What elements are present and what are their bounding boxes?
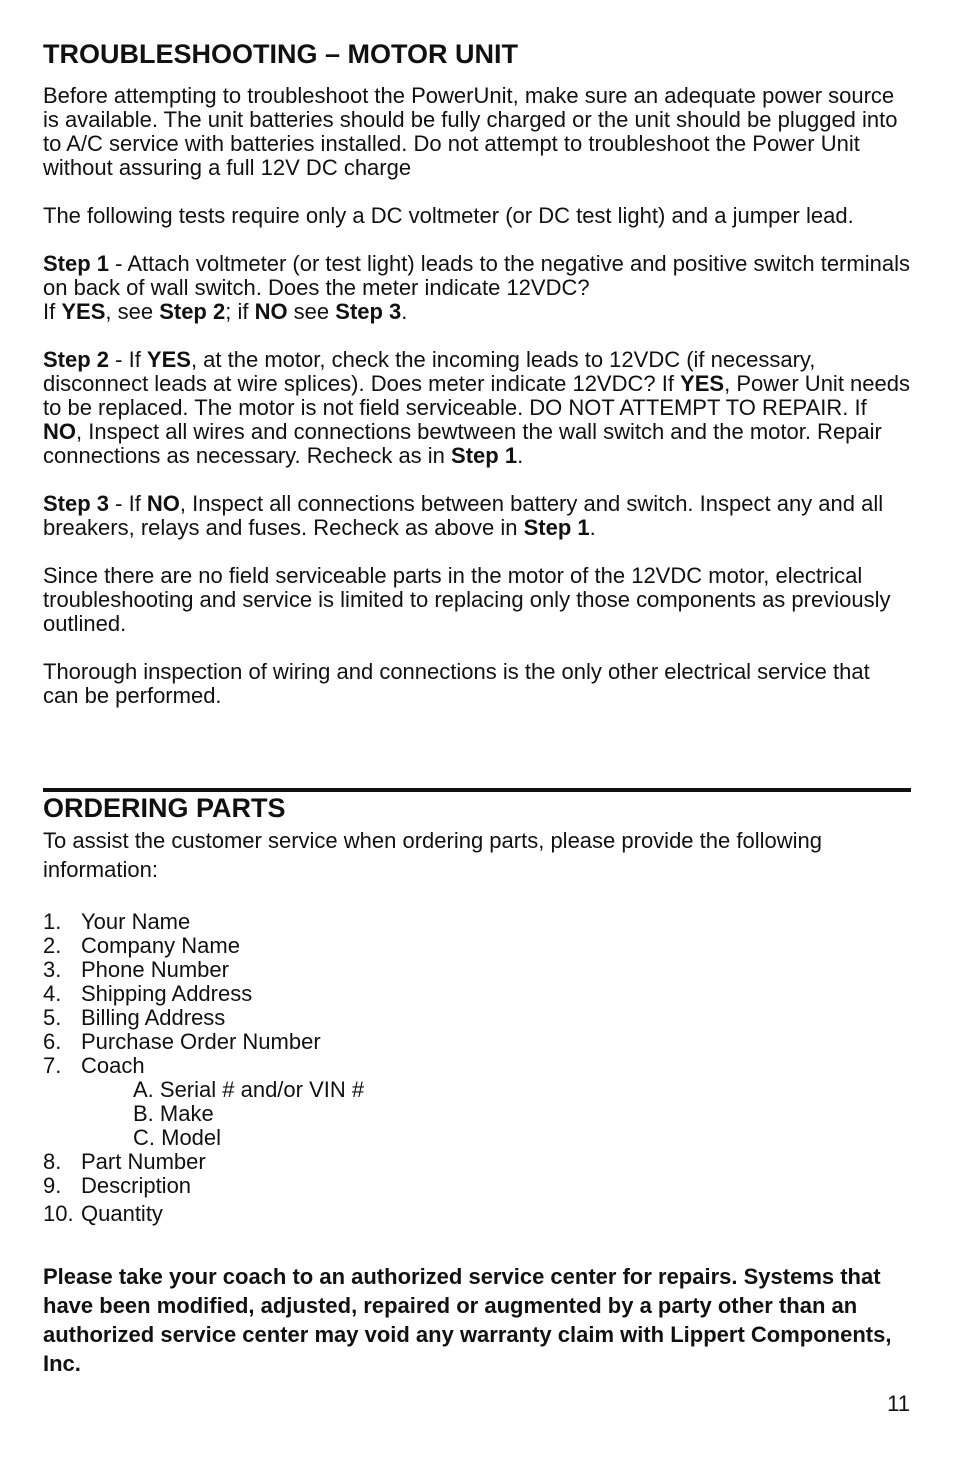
paragraph-power-source: Before attempting to troubleshoot the PowerUnit, make sure an adequate power source is available. The unit batteries should be fully charged or the unit should be plugged into to A/C service with batteries installed. Do not attempt to troubleshoot the Power Unit without assuring a full 12V DC charge xyxy=(43,83,898,180)
sub-list-item: B. Make xyxy=(133,1101,214,1126)
warranty-notice: Please take your coach to an authorized service center for repairs. Systems that have been modified, adjusted, repaired or augmented by a party other than an authorized service center may void any warranty claim with Lippert Components, Inc. xyxy=(43,1264,892,1376)
list-item: 5. Billing Address xyxy=(43,1005,226,1030)
list-item: 1. Your Name xyxy=(43,909,191,934)
list-item: 4. Shipping Address xyxy=(43,981,253,1006)
step-2-label: Step 2 xyxy=(43,347,110,372)
sub-list-item: A. Serial # and/or VIN # xyxy=(133,1077,365,1102)
troubleshooting-section xyxy=(43,36,911,732)
sub-list-item: C. Model xyxy=(133,1125,222,1150)
list-item: 10. Quantity xyxy=(43,1201,163,1226)
page-number: 11 xyxy=(887,1391,910,1416)
list-item: 6. Purchase Order Number xyxy=(43,1029,321,1054)
list-item: 2. Company Name xyxy=(43,933,240,958)
step-2-paragraph: Step 2 - If YES, at the motor, check the incoming leads to 12VDC (if necessary, disconnect leads at wire splices). Does meter indicate 12VDC? If YES, Power Unit needs to be replaced. The motor is not field serviceable. DO NOT ATTEMPT TO REPAIR. If NO, Inspect all wires and connections bewtween the wall switch and the motor. Repair connections as necessary. Recheck as in Step 1. xyxy=(43,347,910,468)
step-1-paragraph: Step 1 - Attach voltmeter (or test light) leads to the negative and positive switch terminals on back of wall switch. Does the meter indicate 12VDC? If YES, see Step 2; if NO see Step 3. xyxy=(43,251,910,324)
list-item: 8. Part Number xyxy=(43,1149,206,1174)
section-title-troubleshooting: TROUBLESHOOTING – MOTOR UNIT xyxy=(43,39,519,69)
paragraph-no-serviceable-parts: Since there are no field serviceable parts in the motor of the 12VDC motor, electrical troubleshooting and service is limited to replacing only those components as previously outlined. xyxy=(43,563,891,636)
section-title-ordering-parts: ORDERING PARTS xyxy=(43,793,286,823)
paragraph-inspection: Thorough inspection of wiring and connections is the only other electrical service that can be performed. xyxy=(43,659,870,708)
step-1-label: Step 1 xyxy=(43,251,110,276)
ordering-intro: To assist the customer service when ordering parts, please provide the following information: xyxy=(43,828,822,882)
list-item: 3. Phone Number xyxy=(43,957,229,982)
step-3-label: Step 3 xyxy=(43,491,110,516)
list-item: 9. Description xyxy=(43,1173,192,1198)
paragraph-test-requirements: The following tests require only a DC voltmeter (or DC test light) and a jumper lead. xyxy=(43,203,854,228)
step-3-paragraph: Step 3 - If NO, Inspect all connections between battery and switch. Inspect any and all breakers, relays and fuses. Recheck as above in Step 1. xyxy=(43,491,884,540)
ordering-info-list xyxy=(43,910,364,1226)
list-item: 7. Coach xyxy=(43,1053,145,1078)
